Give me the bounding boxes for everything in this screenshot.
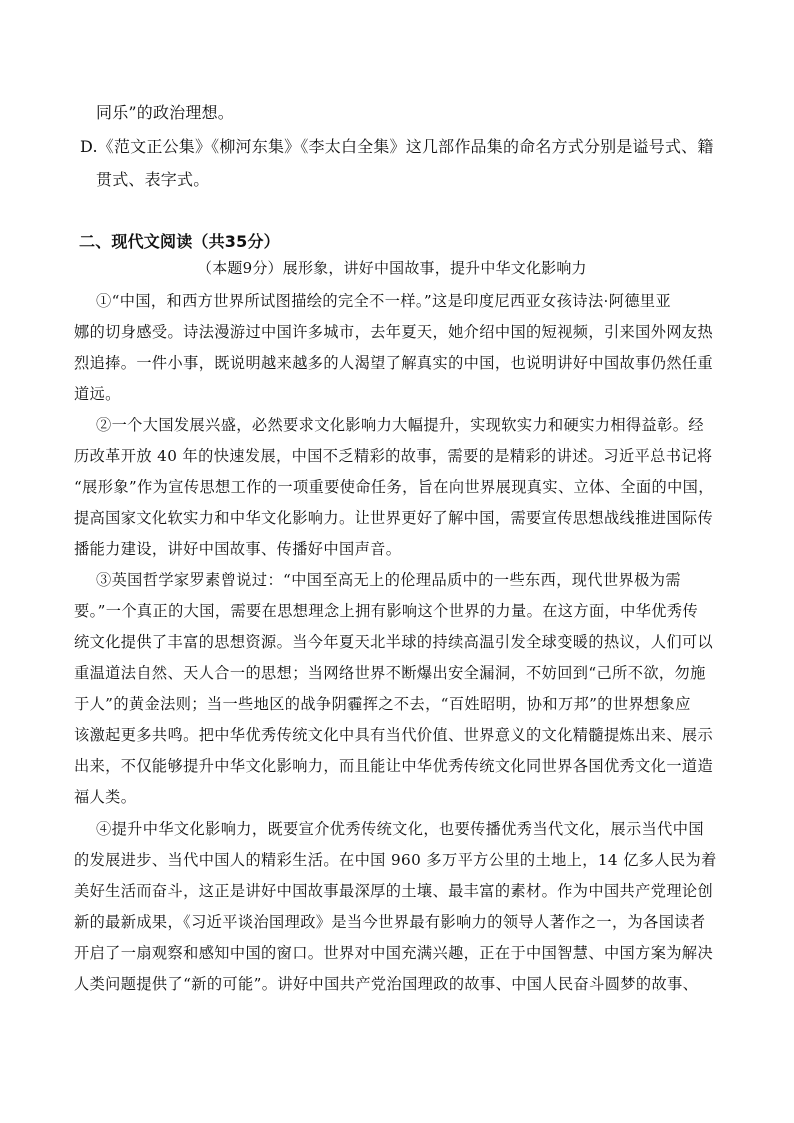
passage-line: ①“中国，和西方世界所试图描绘的完全不一样。”这是印度尼西亚女孩诗法·阿德里亚 [96,292,672,310]
passage-line: ③英国哲学家罗素曾说过：“中国至高无上的伦理品质中的一些东西，现代世界极为需 [96,571,681,589]
passage-title: （本题9分）展形象，讲好中国故事，提升中华文化影响力 [197,259,587,277]
passage-line: 的发展进步、当代中国人的精彩生活。在中国 960 多万平方公里的土地上，14 亿多人民为着 [74,851,717,869]
passage-line: 娜的切身感受。诗法漫游过中国许多城市，去年夏天，她介绍中国的短视频，引来国外网友热 [74,323,714,341]
passage-line: 重温道法自然、天人合一的思想；当网络世界不断爆出安全漏洞，不妨回到“己所不欲，勿施 [74,664,706,682]
passage-line: 播能力建设，讲好中国故事、传播好中国声音。 [74,540,402,558]
option-c-tail: 同乐”的政治理想。 [96,103,234,122]
passage-line: 新的最新成果，《习近平谈治国理政》是当今世界最有影响力的领导人著作之一，为各国读者 [74,913,706,931]
passage-line: 美好生活而奋斗，这正是讲好中国故事最深厚的土壤、最丰富的素材。作为中国共产党理论创 [74,882,714,900]
option-d-continued: 贯式、表字式。 [96,170,210,189]
option-d: D.《范文正公集》《柳河东集》《李太白全集》这几部作品集的命名方式分别是谥号式、籍 [80,137,714,156]
passage-line: “展形象”作为宣传思想工作的一项重要使命任务，旨在向世界展现真实、立体、全面的中国， [74,478,714,496]
passage-line: 提高国家文化软实力和中华文化影响力。让世界更好了解中国，需要宣传思想战线推进国际传 [74,509,714,527]
passage-line: 人类问题提供了“新的可能”。讲好中国共产党治国理政的故事、中国人民奋斗圆梦的故事、 [74,975,699,993]
passage-line: 出来，不仅能够提升中华文化影响力，而且能让中华优秀传统文化同世界各国优秀文化一道造 [74,757,714,775]
passage-line: 道远。 [74,385,121,403]
passage-line: 统文化提供了丰富的思想资源。当今年夏天北半球的持续高温引发全球变暖的热议，人们可以 [74,633,714,651]
passage-line: ②一个大国发展兴盛，必然要求文化影响力大幅提升，实现软实力和硬实力相得益彰。经 [96,416,704,434]
passage-line: ④提升中华文化影响力，既要宣介优秀传统文化，也要传播优秀当代文化，展示当代中国 [96,820,704,838]
section-heading: 二、现代文阅读（共35分） [79,232,280,251]
passage-line: 该激起更多共鸣。把中华优秀传统文化中具有当代价值、世界意义的文化精髓提炼出来、展示 [74,726,714,744]
passage-line: 于人”的黄金法则；当一些地区的战争阴霾挥之不去，“百姓昭明，协和万邦”的世界想象应 [74,695,691,713]
passage-line: 福人类。 [74,788,137,806]
passage-line: 要。”一个真正的大国，需要在思想理念上拥有影响这个世界的力量。在这方面，中华优秀传 [74,602,699,620]
passage-line: 烈追捧。一件小事，既说明越来越多的人渴望了解真实的中国，也说明讲好中国故事仍然任重 [74,354,714,372]
passage-line: 开启了一扇观察和感知中国的窗口。世界对中国充满兴趣，正在于中国智慧、中国方案为解决 [74,944,714,962]
passage-line: 历改革开放 40 年的快速发展，中国不乏精彩的故事，需要的是精彩的讲述。习近平总书记将 [74,447,713,465]
